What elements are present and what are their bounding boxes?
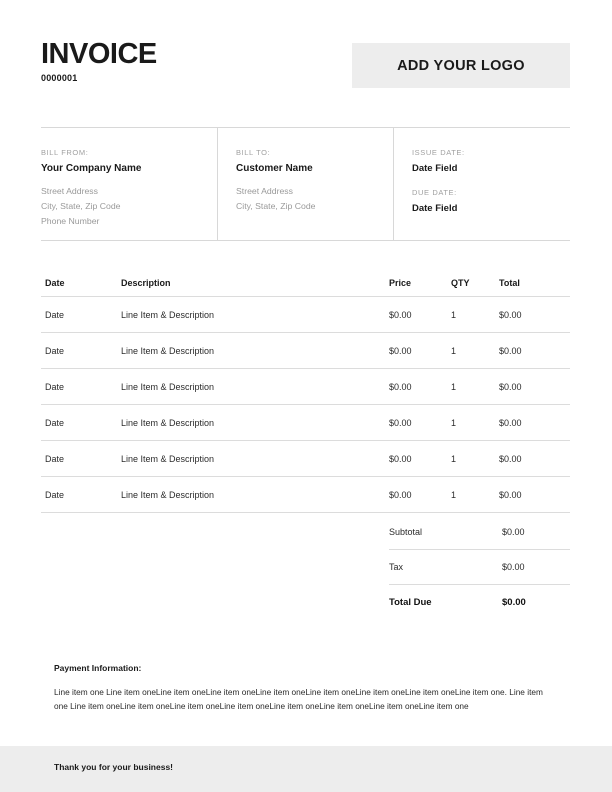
cell-date: Date bbox=[45, 345, 65, 356]
cell-date: Date bbox=[45, 489, 65, 500]
cell-date: Date bbox=[45, 453, 65, 464]
cell-description: Line Item & Description bbox=[121, 345, 215, 356]
cell-qty: 1 bbox=[451, 309, 457, 320]
table-row[interactable] bbox=[41, 477, 570, 513]
cell-description: Line Item & Description bbox=[121, 417, 215, 428]
cell-price: $0.00 bbox=[389, 453, 412, 464]
issue-date-label: ISSUE DATE: bbox=[412, 148, 465, 157]
cell-total: $0.00 bbox=[499, 381, 522, 392]
due-date-label: DUE DATE: bbox=[412, 188, 457, 197]
cell-qty: 1 bbox=[451, 489, 457, 500]
address-band bbox=[41, 127, 570, 241]
cell-price: $0.00 bbox=[389, 309, 412, 320]
table-row[interactable] bbox=[41, 369, 570, 405]
cell-price: $0.00 bbox=[389, 345, 412, 356]
subtotal-value: $0.00 bbox=[502, 527, 525, 537]
cell-description: Line Item & Description bbox=[121, 453, 215, 464]
cell-qty: 1 bbox=[451, 345, 457, 356]
invoice-footer bbox=[0, 746, 612, 792]
cell-date: Date bbox=[45, 309, 65, 320]
cell-total: $0.00 bbox=[499, 453, 522, 464]
subtotal-row bbox=[389, 515, 570, 550]
issue-date-group bbox=[412, 148, 570, 174]
tax-value: $0.00 bbox=[502, 562, 525, 572]
due-date-value[interactable]: Date Field bbox=[412, 203, 458, 214]
line-items-table bbox=[41, 270, 570, 513]
table-row[interactable] bbox=[41, 333, 570, 369]
bill-to-label: BILL TO: bbox=[236, 148, 271, 157]
bill-from-city: City, State, Zip Code bbox=[41, 201, 121, 211]
cell-price: $0.00 bbox=[389, 381, 412, 392]
bill-to-customer: Customer Name bbox=[236, 163, 313, 174]
issue-date-value[interactable]: Date Field bbox=[412, 163, 458, 174]
bill-from-company: Your Company Name bbox=[41, 163, 142, 174]
bill-to-block bbox=[217, 128, 393, 240]
payment-information-body: Line item one Line item oneLine item oneLine item oneLine item oneLine item oneLine item oneLine item oneLine item one. Line item one Line item oneLine item oneLine item oneLine item oneLine item oneLine item oneLine item oneLine item one bbox=[54, 687, 543, 711]
cell-date: Date bbox=[45, 417, 65, 428]
thank-you-note: Thank you for your business! bbox=[54, 762, 174, 772]
cell-qty: 1 bbox=[451, 381, 457, 392]
total-due-row bbox=[389, 585, 570, 619]
cell-total: $0.00 bbox=[499, 309, 522, 320]
due-date-group bbox=[412, 188, 570, 214]
header-date: Date bbox=[45, 278, 65, 288]
cell-total: $0.00 bbox=[499, 417, 522, 428]
tax-row bbox=[389, 550, 570, 585]
table-row[interactable] bbox=[41, 405, 570, 441]
bill-from-phone: Phone Number bbox=[41, 216, 100, 226]
payment-information-title: Payment Information: bbox=[54, 663, 142, 673]
header-qty: QTY bbox=[451, 278, 470, 288]
cell-price: $0.00 bbox=[389, 417, 412, 428]
table-row[interactable] bbox=[41, 441, 570, 477]
subtotal-label: Subtotal bbox=[389, 527, 423, 537]
invoice-header bbox=[0, 0, 612, 118]
cell-qty: 1 bbox=[451, 417, 457, 428]
bill-to-street: Street Address bbox=[236, 186, 293, 196]
bill-from-street: Street Address bbox=[41, 186, 98, 196]
cell-price: $0.00 bbox=[389, 489, 412, 500]
total-due-value: $0.00 bbox=[502, 596, 526, 608]
payment-information bbox=[54, 663, 554, 713]
cell-date: Date bbox=[45, 381, 65, 392]
bill-to-city: City, State, Zip Code bbox=[236, 201, 316, 211]
cell-total: $0.00 bbox=[499, 345, 522, 356]
tax-label: Tax bbox=[389, 562, 404, 572]
header-description: Description bbox=[121, 278, 171, 288]
bill-from-block bbox=[41, 128, 217, 240]
cell-description: Line Item & Description bbox=[121, 489, 215, 500]
logo-placeholder[interactable] bbox=[352, 43, 570, 88]
cell-description: Line Item & Description bbox=[121, 309, 215, 320]
logo-placeholder-label: ADD YOUR LOGO bbox=[397, 57, 525, 74]
header-price: Price bbox=[389, 278, 412, 288]
bill-from-label: BILL FROM: bbox=[41, 148, 89, 157]
totals-block bbox=[389, 515, 570, 619]
dates-block bbox=[393, 128, 570, 240]
total-due-label: Total Due bbox=[389, 596, 432, 608]
cell-qty: 1 bbox=[451, 453, 457, 464]
cell-description: Line Item & Description bbox=[121, 381, 215, 392]
header-total: Total bbox=[499, 278, 520, 288]
table-row[interactable] bbox=[41, 297, 570, 333]
cell-total: $0.00 bbox=[499, 489, 522, 500]
page-title: INVOICE bbox=[41, 38, 157, 70]
invoice-number: 0000001 bbox=[41, 73, 78, 83]
table-header-row bbox=[41, 270, 570, 297]
